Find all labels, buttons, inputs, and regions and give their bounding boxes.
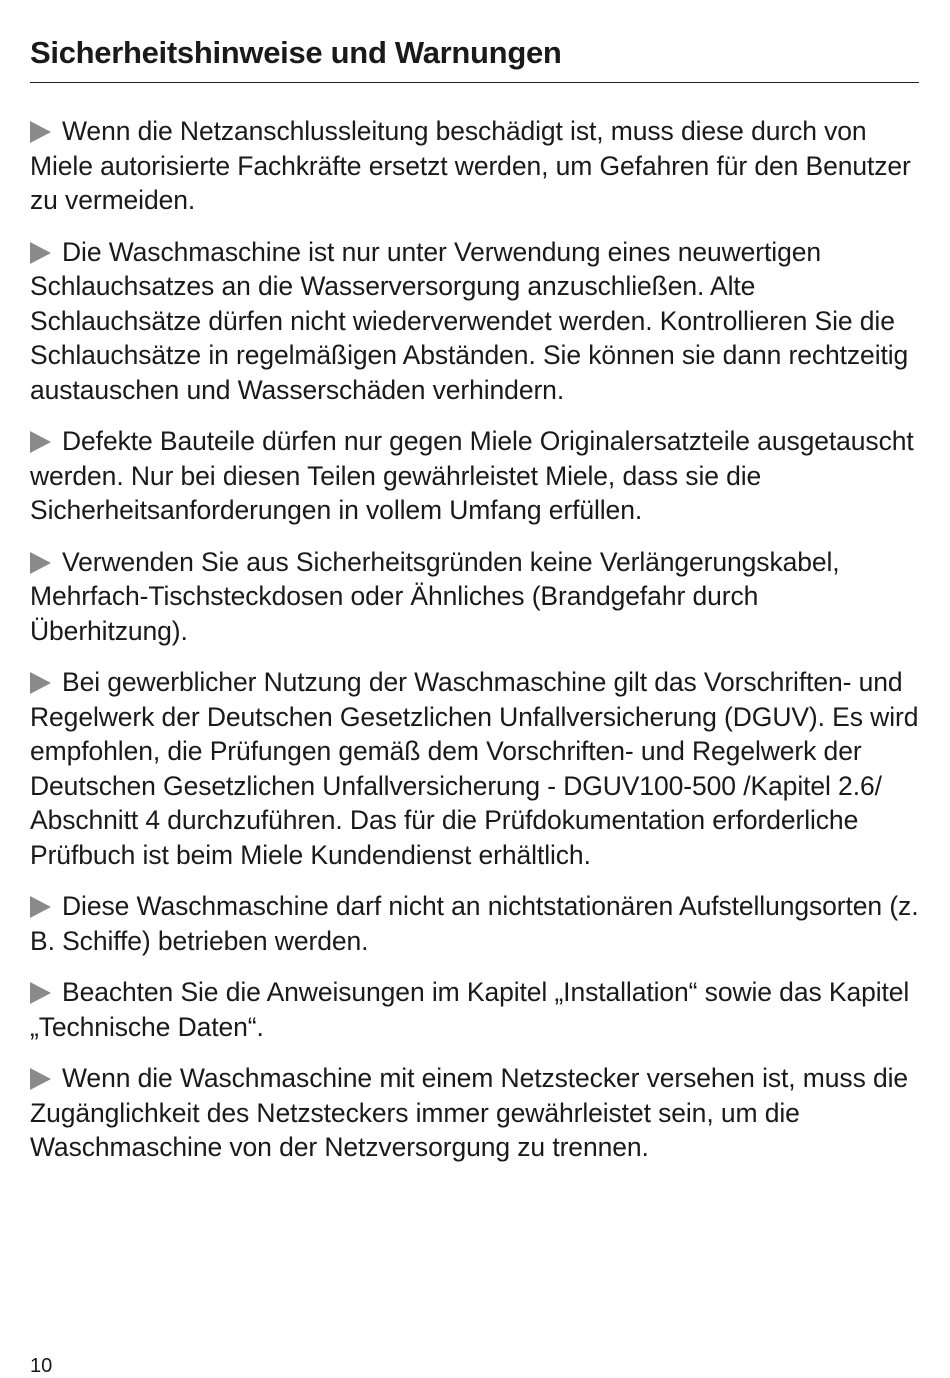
safety-note [30, 424, 922, 528]
safety-note-text: Wenn die Waschmaschine mit einem Netzstecker versehen ist, muss die Zugänglichkeit des Netzsteckers immer gewährleistet sein, um die Waschmaschine von der Netzversorgung zu trennen. [30, 1063, 909, 1162]
safety-note [30, 665, 922, 872]
safety-note [30, 889, 922, 958]
safety-note-text: Bei gewerblicher Nutzung der Waschmaschine gilt das Vorschriften- und Regelwerk der Deutschen Gesetzlichen Unfallversicherung (DGUV). Es wird empfohlen, die Prüfungen gemäß dem Vorschriften- und Regelwerk der Deutschen Gesetzlichen Unfallversicherung - DGUV100-500 /Kapitel 2.6/ Abschnitt 4 durchzuführen. Das für die Prüfdokumentation erforderliche Prüfbuch ist beim Miele Kundendienst erhältlich. [30, 667, 919, 870]
safety-note-text: Die Waschmaschine ist nur unter Verwendung eines neuwertigen Schlauchsatzes an die Wasserversorgung anzuschließen. Alte Schlauchsätze dürfen nicht wiederverwendet werden. Kontrollieren Sie die Schlauchsätze in regelmäßigen Abständen. Sie können sie dann rechtzeitig austauschen und Wasserschäden verhindern. [30, 236, 909, 405]
triangle-right-icon [30, 896, 51, 918]
safety-notes-list [30, 114, 922, 1182]
safety-note [30, 1061, 922, 1165]
safety-note [30, 975, 922, 1044]
triangle-right-icon [30, 431, 51, 453]
safety-note-text: Diese Waschmaschine darf nicht an nichtstationären Aufstellungsorten (z. B. Schiffe) betrieben werden. [30, 891, 919, 956]
safety-note-text: Wenn die Netzanschlussleitung beschädigt ist, muss diese durch von Miele autorisierte Fachkräfte ersetzt werden, um Gefahren für den Benutzer zu vermeiden. [30, 116, 911, 215]
safety-note-text: Defekte Bauteile dürfen nur gegen Miele Originalersatzteile ausgetauscht werden. Nur bei diesen Teilen gewährleistet Miele, dass sie die Sicherheitsanforderungen in vollem Umfang erfüllen. [30, 426, 914, 525]
triangle-right-icon [30, 121, 51, 143]
triangle-right-icon [30, 242, 51, 264]
safety-note [30, 235, 922, 408]
safety-note [30, 545, 922, 649]
triangle-right-icon [30, 1068, 51, 1090]
safety-note-text: Beachten Sie die Anweisungen im Kapitel „Installation“ sowie das Kapitel „Technische Daten“. [30, 977, 910, 1042]
page-header [30, 34, 919, 83]
page-title: Sicherheitshinweise und Warnungen [30, 35, 562, 70]
page-number: 10 [30, 1355, 53, 1377]
safety-note-text: Verwenden Sie aus Sicherheitsgründen keine Verlängerungskabel, Mehrfach-Tischsteckdosen oder Ähnliches (Brandgefahr durch Überhitzung). [30, 546, 840, 646]
safety-note [30, 114, 922, 218]
triangle-right-icon [30, 552, 51, 574]
triangle-right-icon [30, 982, 51, 1004]
triangle-right-icon [30, 672, 51, 694]
